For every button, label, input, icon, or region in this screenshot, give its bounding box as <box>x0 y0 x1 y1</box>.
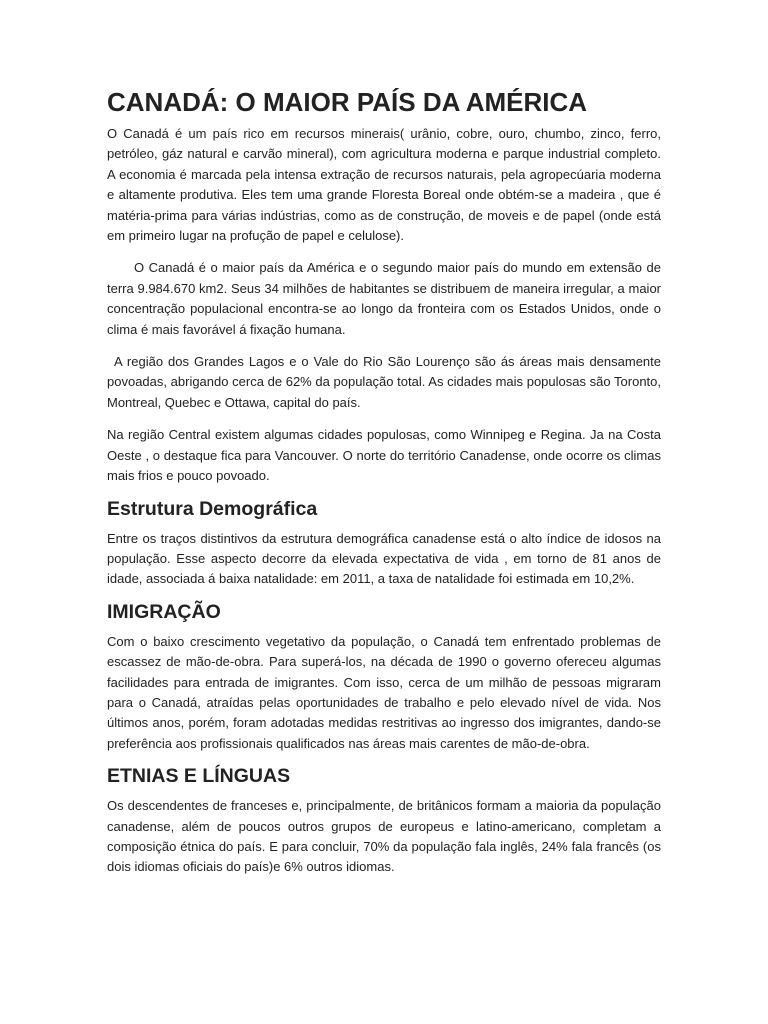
heading-ethnicities-languages: ETNIAS E LÍNGUAS <box>107 765 291 788</box>
paragraph-resources: O Canadá é um país rico em recursos minerais( urânio, cobre, ouro, chumbo, zinco, ferro, petróleo, gáz natural e carvão mineral), com agricultura moderna e parque industrial completo. A economia é marcada pela intensa extração de recursos naturais, pela agropecúaria moderna e altamente produtiva. Eles tem uma grande Floresta Boreal onde obtém-se a madeira , que é matéria-prima para várias indústrias, como as de construção, de moveis e de papel (onde está em primeiro lugar na profução de papel e celulose). <box>107 126 661 244</box>
paragraph-immigration: Com o baixo crescimento vegetativo da população, o Canadá tem enfrentado problemas de escassez de mão-de-obra. Para superá-los, na década de 1990 o governo ofereceu algumas facilidades para entrada de imigrantes. Com isso, cerca de um milhão de pessoas migraram para o Canadá, atraídas pelas oportunidades de trabalho e pelo elevado nível de vida. Nos últimos anos, porém, foram adotadas medidas restritivas ao ingresso dos imigrantes, dando-se preferência aos profissionais qualificados nas áreas mais carentes de mão-de-obra. <box>107 633 661 751</box>
paragraph-territory: O Canadá é o maior país da América e o segundo maior país do mundo em extensão de terra 9.984.670 km2. Seus 34 milhões de habitantes se distribuem de maneira irregular, a maior concentração populacional encontra-se ao longo da fronteira com os Estados Unidos, onde o clima é mais favorável á fixação humana. <box>107 260 661 337</box>
paragraph-central-region: Na região Central existem algumas cidades populosas, como Winnipeg e Regina. Ja na Costa Oeste , o destaque fica para Vancouver. O norte do território Canadense, onde ocorre os climas mais frios e pouco povoado. <box>107 427 661 484</box>
document-page <box>107 84 661 878</box>
paragraph-demography: Entre os traços distintivos da estrutura demográfica canadense está o alto índice de idosos na população. Esse aspecto decorre da elevada expectativa de vida , em torno de 81 anos de idade, associada á baixa natalidade: em 2011, a taxa de natalidade foi estimada em 10,2%. <box>107 530 661 587</box>
document-title: CANADÁ: O MAIOR PAÍS DA AMÉRICA <box>107 87 588 117</box>
heading-immigration: IMIGRAÇÃO <box>107 600 221 623</box>
paragraph-ethnicities-languages: Os descendentes de franceses e, principalmente, de britânicos formam a maioria da população canadense, além de poucos outros grupos de europeus e latino-americano, completam a composição étnica do país. E para concluir, 70% da população fala inglês, 24% fala francês (os dois idiomas oficiais do país)e 6% outros idiomas. <box>107 798 661 875</box>
heading-demography: Estrutura Demográfica <box>107 497 318 520</box>
paragraph-great-lakes: A região dos Grandes Lagos e o Vale do Rio São Lourenço são ás áreas mais densamente povoadas, abrigando cerca de 62% da população total. As cidades mais populosas são Toronto, Montreal, Quebec e Ottawa, capital do país. <box>107 354 661 410</box>
